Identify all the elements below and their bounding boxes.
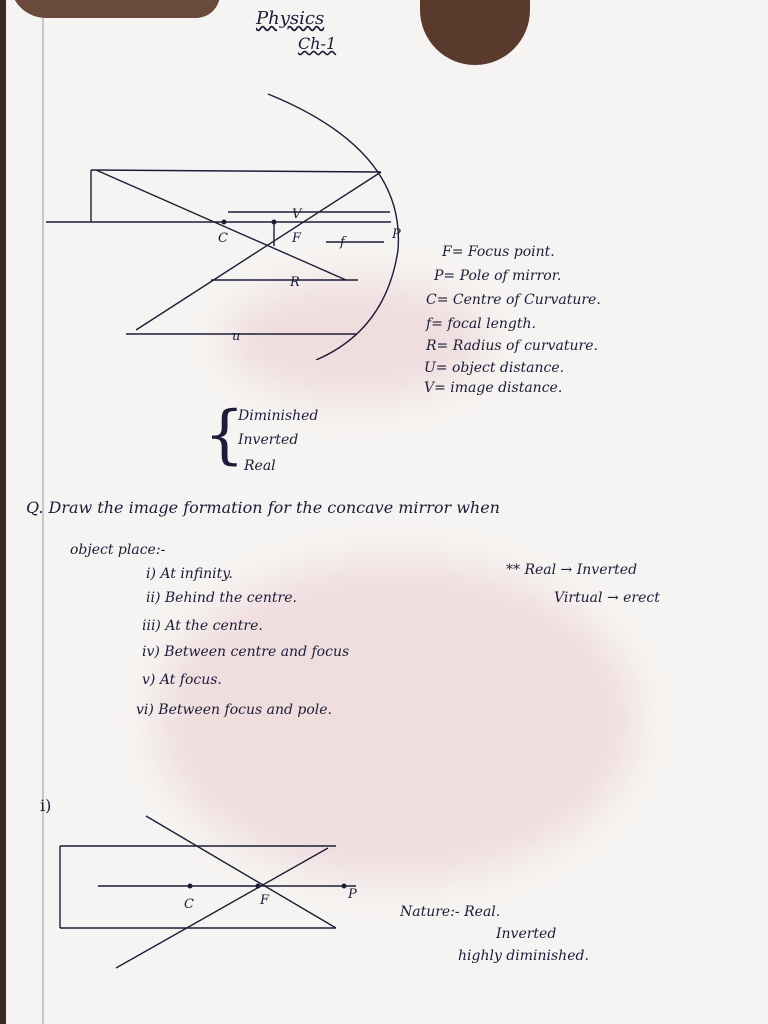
label-r: R <box>290 275 300 290</box>
question-line: object place:- <box>70 542 166 558</box>
case-marker: i) <box>40 796 52 815</box>
legend-item: F= Focus point. <box>442 244 555 260</box>
legend-item: C= Centre of Curvature. <box>426 292 601 308</box>
property-item: Inverted <box>238 432 299 448</box>
legend-item: U= object distance. <box>424 360 565 376</box>
focus-point <box>256 884 261 889</box>
focus-point <box>272 220 277 225</box>
case-item: v) At focus. <box>142 672 222 688</box>
legend-item: f= focal length. <box>426 316 536 332</box>
legend-item: P= Pole of mirror. <box>434 268 562 284</box>
page-subject: Physics <box>256 8 325 29</box>
concave-mirror-arc <box>268 94 398 360</box>
mirror-terms-diagram <box>6 90 426 360</box>
case-item: i) At infinity. <box>146 566 233 582</box>
label-f: F <box>292 231 302 246</box>
ray-through-centre <box>96 170 346 280</box>
legend-item: R= Radius of curvature. <box>426 338 598 354</box>
note-line: Virtual → erect <box>554 590 660 606</box>
property-item: Diminished <box>238 408 319 424</box>
label-f: F <box>260 893 270 908</box>
label-c: C <box>218 231 228 246</box>
case-item: vi) Between focus and pole. <box>136 702 332 718</box>
centre-point <box>188 884 193 889</box>
nature-title: Nature:- Real. <box>400 904 501 920</box>
label-u: u <box>232 329 241 344</box>
legend-item: V= image distance. <box>424 380 563 396</box>
case-i-ray-diagram <box>6 810 406 980</box>
label-p: P <box>348 887 357 902</box>
brace: { <box>204 398 245 472</box>
finger-photo-obstruction <box>10 0 220 18</box>
nature-line: Inverted <box>496 926 557 942</box>
reflected-ray <box>136 172 381 330</box>
label-f-small: f <box>340 235 345 250</box>
property-item: Real <box>244 458 276 474</box>
case-item: ii) Behind the centre. <box>146 590 297 606</box>
page-chapter: Ch-1 <box>298 34 337 53</box>
label-p: P <box>392 227 401 242</box>
label-c: C <box>184 897 194 912</box>
case-item: iii) At the centre. <box>142 618 263 634</box>
label-v: V <box>292 207 302 222</box>
case-item: iv) Between centre and focus <box>142 644 350 660</box>
incident-ray <box>91 170 381 172</box>
reflected-ray-2 <box>116 848 328 968</box>
centre-point <box>222 220 227 225</box>
notebook-page <box>6 0 768 1024</box>
nature-line: highly diminished. <box>458 948 589 964</box>
reflected-ray-1 <box>146 816 336 928</box>
note-line: ** Real → Inverted <box>506 562 638 578</box>
pole-point <box>342 884 347 889</box>
question-line: Q. Draw the image formation for the concave mirror when <box>26 498 500 517</box>
